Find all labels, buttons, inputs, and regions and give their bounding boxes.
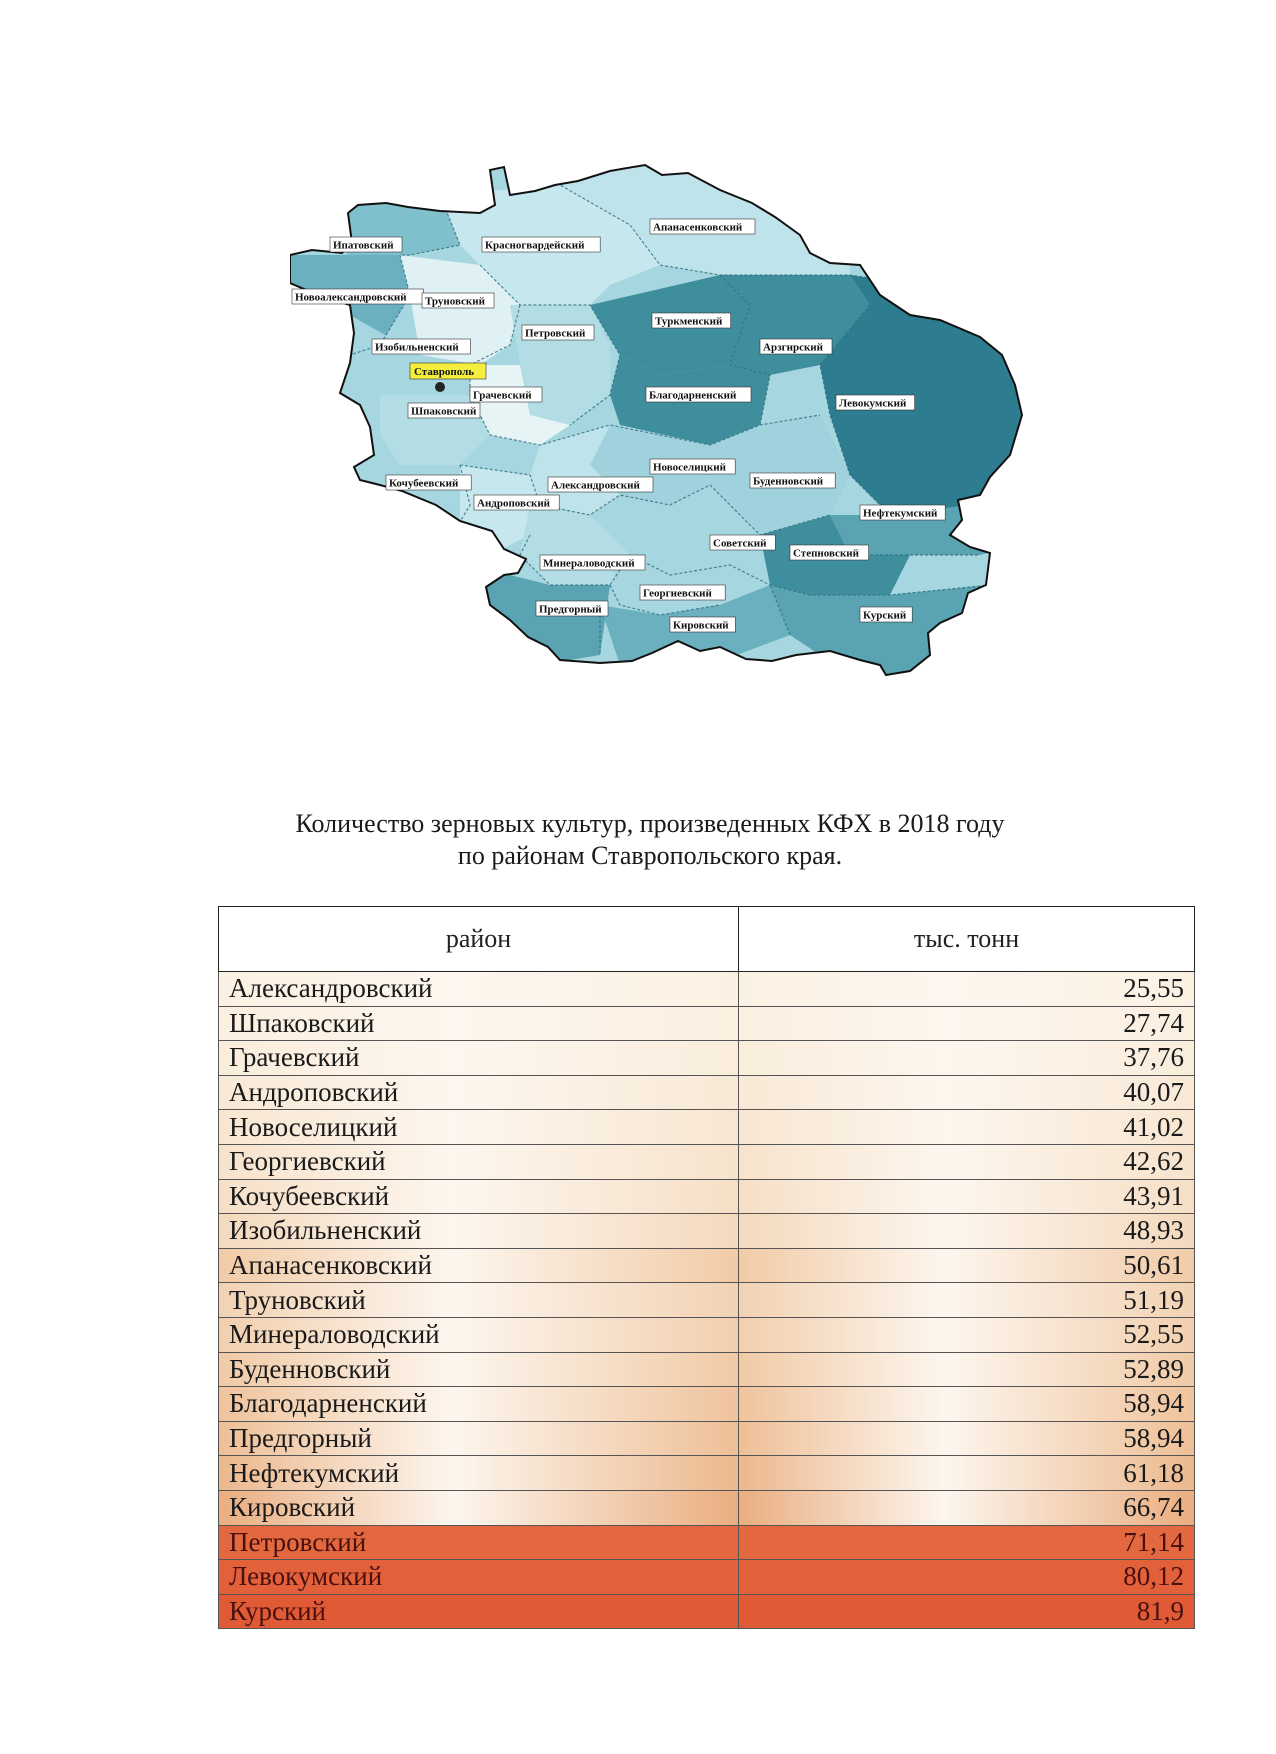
value-cell: 40,07	[739, 1075, 1195, 1110]
district-name-cell: Курский	[219, 1594, 739, 1629]
value-cell: 61,18	[739, 1456, 1195, 1491]
district-name-cell: Минераловодский	[219, 1317, 739, 1352]
table-row	[219, 1283, 1195, 1318]
district-name-cell: Кировский	[219, 1490, 739, 1525]
district-name-cell: Грачевский	[219, 1041, 739, 1076]
region-label	[750, 473, 835, 488]
table-row	[219, 1075, 1195, 1110]
region-label-text: Левокумский	[839, 397, 907, 410]
district-name-cell: Георгиевский	[219, 1144, 739, 1179]
region-label-text: Шпаковский	[411, 405, 477, 418]
caption-line-2: по районам Ставропольского края.	[457, 841, 843, 870]
region-label-text: Советский	[713, 537, 767, 550]
header-district: район	[219, 907, 739, 972]
region-label-text: Буденновский	[753, 475, 824, 488]
region-label	[408, 403, 480, 418]
table-row	[219, 1421, 1195, 1456]
district-name-cell: Андроповский	[219, 1075, 739, 1110]
table-body	[219, 972, 1195, 1629]
region-label	[650, 459, 735, 474]
region-label-text: Андроповский	[477, 497, 550, 510]
table-row	[219, 1179, 1195, 1214]
region-label-text: Георгиевский	[643, 587, 712, 600]
value-cell: 27,74	[739, 1006, 1195, 1041]
table-row	[219, 1248, 1195, 1283]
value-cell: 80,12	[739, 1560, 1195, 1595]
district-name-cell: Буденновский	[219, 1352, 739, 1387]
region-label-text: Новоселицкий	[653, 461, 726, 474]
region-label	[860, 505, 945, 520]
city-marker-icon	[435, 382, 445, 392]
region-kursky	[770, 585, 990, 675]
region-label	[536, 601, 608, 616]
region-label-text: Петровский	[525, 327, 586, 340]
region-label-text: Апанасенковский	[653, 221, 743, 234]
value-cell: 52,89	[739, 1352, 1195, 1387]
value-cell: 66,74	[739, 1490, 1195, 1525]
table-row	[219, 1387, 1195, 1422]
value-cell: 58,94	[739, 1421, 1195, 1456]
region-label-text: Степновский	[793, 547, 859, 560]
table-row	[219, 1144, 1195, 1179]
region-kochubeevsky	[330, 455, 470, 565]
table-row	[219, 1352, 1195, 1387]
table-caption	[200, 808, 1100, 872]
grain-production-table	[218, 906, 1195, 1629]
region-label	[646, 387, 751, 402]
region-label-text: Кочубеевский	[389, 477, 459, 490]
value-cell: 50,61	[739, 1248, 1195, 1283]
region-label	[640, 585, 725, 600]
value-cell: 58,94	[739, 1387, 1195, 1422]
district-name-cell: Шпаковский	[219, 1006, 739, 1041]
value-cell: 51,19	[739, 1283, 1195, 1318]
stavropol-region-map	[290, 155, 1130, 775]
value-cell: 37,76	[739, 1041, 1195, 1076]
region-label-text: Нефтекумский	[863, 507, 938, 520]
region-label-text: Грачевский	[473, 389, 532, 402]
district-name-cell: Изобильненский	[219, 1214, 739, 1249]
region-label-text: Благодарненский	[649, 389, 737, 402]
table-header-row	[219, 907, 1195, 972]
value-cell: 52,55	[739, 1317, 1195, 1352]
value-cell: 71,14	[739, 1525, 1195, 1560]
table-row	[219, 972, 1195, 1007]
value-cell: 48,93	[739, 1214, 1195, 1249]
region-label	[670, 617, 735, 632]
value-cell: 25,55	[739, 972, 1195, 1007]
region-label	[292, 289, 423, 304]
district-name-cell: Новоселицкий	[219, 1110, 739, 1145]
region-label	[386, 475, 471, 490]
region-label-text: Александровский	[551, 479, 640, 492]
district-name-cell: Предгорный	[219, 1421, 739, 1456]
table-row	[219, 1317, 1195, 1352]
table-row	[219, 1490, 1195, 1525]
region-label	[522, 325, 594, 340]
region-label	[790, 545, 869, 560]
district-name-cell: Петровский	[219, 1525, 739, 1560]
region-label-text: Курский	[863, 609, 907, 622]
value-cell: 81,9	[739, 1594, 1195, 1629]
city-label-text: Ставрополь	[414, 366, 475, 378]
caption-line-1: Количество зерновых культур, произведенных КФХ в 2018 году	[295, 809, 1005, 838]
region-label-text: Кировский	[673, 619, 729, 632]
header-thousand-tons: тыс. тонн	[739, 907, 1195, 972]
district-name-cell: Благодарненский	[219, 1387, 739, 1422]
value-cell: 43,91	[739, 1179, 1195, 1214]
district-name-cell: Труновский	[219, 1283, 739, 1318]
region-label	[540, 555, 645, 570]
region-label-text: Предгорный	[539, 603, 602, 616]
region-label	[470, 387, 542, 402]
region-label	[860, 607, 912, 622]
region-label	[422, 293, 494, 308]
value-cell: 41,02	[739, 1110, 1195, 1145]
district-name-cell: Апанасенковский	[219, 1248, 739, 1283]
region-label-text: Труновский	[425, 295, 485, 308]
region-label-text: Новоалександровский	[295, 291, 407, 304]
region-label-text: Минераловодский	[543, 557, 635, 570]
table-row	[219, 1006, 1195, 1041]
district-name-cell: Левокумский	[219, 1560, 739, 1595]
region-label-text: Красногвардейский	[485, 239, 585, 252]
region-label	[710, 535, 775, 550]
table-row	[219, 1525, 1195, 1560]
value-cell: 42,62	[739, 1144, 1195, 1179]
table-row	[219, 1456, 1195, 1491]
region-label	[474, 495, 559, 510]
region-label	[548, 477, 653, 492]
region-label-text: Арзгирский	[763, 341, 823, 354]
region-label	[836, 395, 915, 410]
table-row	[219, 1041, 1195, 1076]
table-row	[219, 1214, 1195, 1249]
table-row	[219, 1594, 1195, 1629]
region-label-text: Изобильненский	[375, 341, 459, 354]
map-svg	[290, 155, 1130, 775]
region-label-text: Туркменский	[655, 315, 723, 328]
region-label	[650, 219, 755, 234]
district-name-cell: Александровский	[219, 972, 739, 1007]
region-label	[760, 339, 832, 354]
table-row	[219, 1110, 1195, 1145]
district-name-cell: Нефтекумский	[219, 1456, 739, 1491]
table-row	[219, 1560, 1195, 1595]
region-label-text: Ипатовский	[333, 239, 394, 252]
district-name-cell: Кочубеевский	[219, 1179, 739, 1214]
region-label	[652, 313, 731, 328]
region-label	[482, 237, 600, 252]
region-label	[372, 339, 470, 354]
region-label	[330, 237, 402, 252]
